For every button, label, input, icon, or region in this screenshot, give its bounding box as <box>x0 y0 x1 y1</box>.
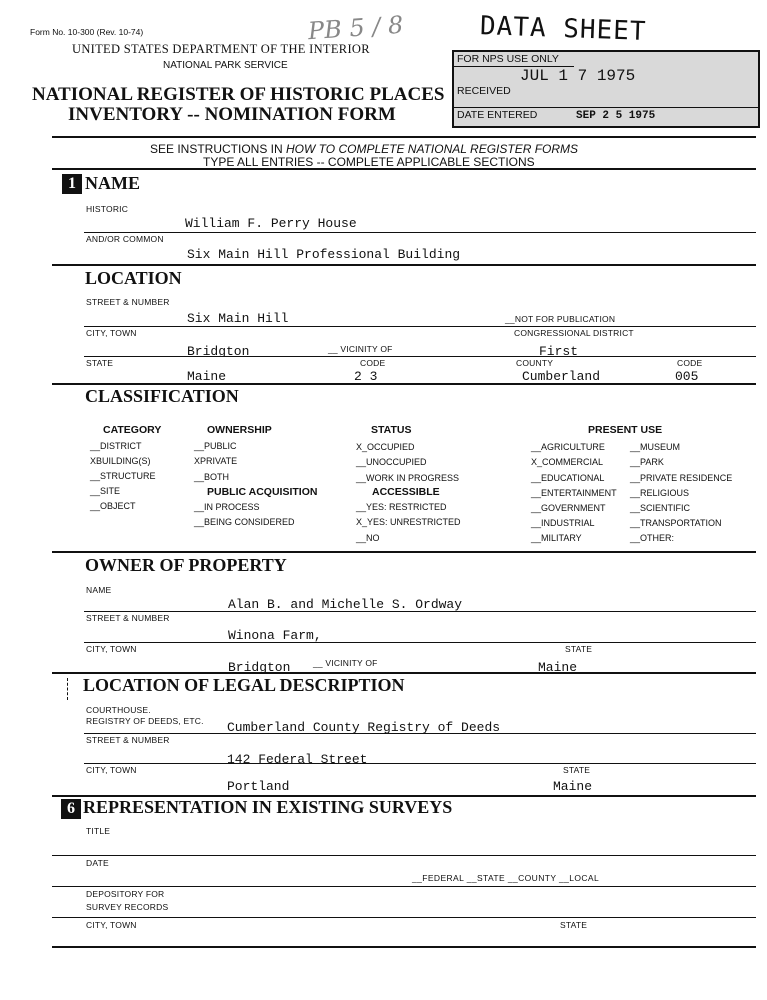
date-entered-value: SEP 2 5 1975 <box>576 110 656 122</box>
category-item: XBUILDING(S) <box>90 456 151 466</box>
access-item: __NO <box>356 533 380 543</box>
owner-state: Maine <box>538 660 578 673</box>
common-name-label: AND/OR COMMON <box>86 234 164 244</box>
section-legal-title: LOCATION OF LEGAL DESCRIPTION <box>83 675 405 695</box>
status-item: __WORK IN PROGRESS <box>356 473 460 483</box>
status-item: __UNOCCUPIED <box>356 457 427 467</box>
present-use-item: __AGRICULTURE <box>531 442 605 452</box>
present-use-item: __SCIENTIFIC <box>630 503 691 513</box>
present-use-item: __TRANSPORTATION <box>630 518 722 528</box>
acquisition-item: __BEING CONSIDERED <box>194 517 295 527</box>
legal-state: Maine <box>553 779 593 794</box>
present-use-item: __MUSEUM <box>630 442 681 452</box>
category-item: __STRUCTURE <box>90 471 156 481</box>
present-use-item: __ENTERTAINMENT <box>531 488 617 498</box>
owner-street-label: STREET & NUMBER <box>86 613 170 623</box>
owner-city: Bridgton <box>228 660 291 673</box>
present-use-item: __RELIGIOUS <box>630 488 690 498</box>
congressional-district: First <box>539 344 579 357</box>
courthouse-name: Cumberland County Registry of Deeds <box>227 720 501 735</box>
category-item: __SITE <box>90 486 121 496</box>
margin-mark <box>67 678 68 700</box>
acquisition-item: __IN PROCESS <box>194 502 260 512</box>
owner-city-label: CITY, TOWN <box>86 644 137 654</box>
legal-state-label: STATE <box>563 765 591 775</box>
owner-name-label: NAME <box>86 585 112 595</box>
section-classification-title: CLASSIFICATION <box>85 386 239 406</box>
service-name: NATIONAL PARK SERVICE <box>163 60 288 71</box>
survey-city-label: CITY, TOWN <box>86 920 137 930</box>
registry-label: REGISTRY OF DEEDS, ETC. <box>86 716 204 726</box>
section-1-badge: 1 <box>62 174 82 194</box>
accessible-header: ACCESSIBLE <box>372 486 440 498</box>
present-use-item: __OTHER: <box>630 533 675 543</box>
section-location-title: LOCATION <box>85 268 182 288</box>
department-name: UNITED STATES DEPARTMENT OF THE INTERIOR <box>72 42 370 56</box>
loc-code-label: CODE <box>360 358 386 368</box>
nps-box-label: FOR NPS USE ONLY <box>457 53 559 65</box>
category-item: __DISTRICT <box>90 441 142 451</box>
section-name-title: NAME <box>85 173 140 193</box>
ownership-item: XPRIVATE <box>194 456 238 466</box>
handwritten-mark: PB 5 / 8 <box>307 10 405 46</box>
status-header: STATUS <box>371 424 412 436</box>
present-use-item: __MILITARY <box>531 533 582 543</box>
data-sheet-stamp: DATA SHEET <box>479 11 648 47</box>
owner-name: Alan B. and Michelle S. Ordway <box>228 597 463 612</box>
depository-label: DEPOSITORY FOR <box>86 889 165 899</box>
nps-use-box <box>452 50 760 128</box>
section-6-badge: 6 <box>61 799 81 819</box>
category-item: __OBJECT <box>90 501 136 511</box>
courthouse-label: COURTHOUSE. <box>86 705 151 715</box>
received-label: RECEIVED <box>457 85 511 97</box>
loc-county-label: COUNTY <box>516 358 554 368</box>
status-item: X_OCCUPIED <box>356 442 415 452</box>
survey-records-label: SURVEY RECORDS <box>86 902 169 912</box>
section-surveys-title: REPRESENTATION IN EXISTING SURVEYS <box>83 797 453 817</box>
public-acquisition-header: PUBLIC ACQUISITION <box>207 486 318 498</box>
loc-county-code-label: CODE <box>677 358 703 368</box>
survey-title-label: TITLE <box>86 826 111 836</box>
loc-county-code: 005 <box>675 369 699 384</box>
section-owner-title: OWNER OF PROPERTY <box>85 555 287 575</box>
owner-vicinity: __ VICINITY OF <box>313 658 378 668</box>
present-use-item: __PARK <box>630 457 664 467</box>
legal-street-label: STREET & NUMBER <box>86 735 170 745</box>
congressional-district-label: CONGRESSIONAL DISTRICT <box>514 328 634 338</box>
legal-street: 142 Federal Street <box>227 752 368 765</box>
owner-street: Winona Farm, <box>228 628 322 643</box>
survey-date-label: DATE <box>86 858 109 868</box>
category-header: CATEGORY <box>103 424 162 436</box>
form-title-line1: NATIONAL REGISTER OF HISTORIC PLACES <box>32 84 445 105</box>
present-use-item: __INDUSTRIAL <box>531 518 595 528</box>
form-title-line2: INVENTORY -- NOMINATION FORM <box>68 104 396 125</box>
loc-city-label: CITY, TOWN <box>86 328 137 338</box>
loc-street-label: STREET & NUMBER <box>86 297 170 307</box>
present-use-item: __PRIVATE RESIDENCE <box>630 473 733 483</box>
loc-city: Bridgton <box>187 344 250 357</box>
form-number: Form No. 10-300 (Rev. 10-74) <box>30 27 144 37</box>
instructions-guide-title: HOW TO COMPLETE NATIONAL REGISTER FORMS <box>286 142 579 156</box>
ownership-item: __PUBLIC <box>194 441 237 451</box>
loc-state-code: 2 3 <box>354 369 378 384</box>
loc-street: Six Main Hill <box>187 311 289 326</box>
access-item: __YES: RESTRICTED <box>356 502 447 512</box>
present-use-header: PRESENT USE <box>588 424 663 436</box>
instructions-line2: TYPE ALL ENTRIES -- COMPLETE APPLICABLE SECTIONS <box>203 155 535 169</box>
loc-vicinity: __ VICINITY OF <box>328 344 393 354</box>
date-entered-label: DATE ENTERED <box>457 109 538 121</box>
present-use-item: __GOVERNMENT <box>531 503 606 513</box>
survey-state-label: STATE <box>560 920 588 930</box>
legal-city-label: CITY, TOWN <box>86 765 137 775</box>
survey-levels: __FEDERAL __STATE __COUNTY __LOCAL <box>412 873 600 883</box>
not-for-publication: __NOT FOR PUBLICATION <box>505 314 616 324</box>
loc-state-label: STATE <box>86 358 114 368</box>
loc-county: Cumberland <box>522 369 601 384</box>
historic-name: William F. Perry House <box>185 216 357 231</box>
present-use-item: X_COMMERCIAL <box>531 457 604 467</box>
legal-city: Portland <box>227 779 290 794</box>
instructions-line1 <box>150 142 578 156</box>
loc-state: Maine <box>187 369 227 384</box>
instructions-prefix: SEE INSTRUCTIONS IN <box>150 142 287 156</box>
present-use-item: __EDUCATIONAL <box>531 473 605 483</box>
owner-state-label: STATE <box>565 644 593 654</box>
ownership-header: OWNERSHIP <box>207 424 272 436</box>
access-item: X_YES: UNRESTRICTED <box>356 517 461 527</box>
historic-label: HISTORIC <box>86 204 129 214</box>
received-date: JUL 1 7 1975 <box>520 67 636 85</box>
common-name: Six Main Hill Professional Building <box>187 247 461 262</box>
ownership-item: __BOTH <box>194 472 230 482</box>
